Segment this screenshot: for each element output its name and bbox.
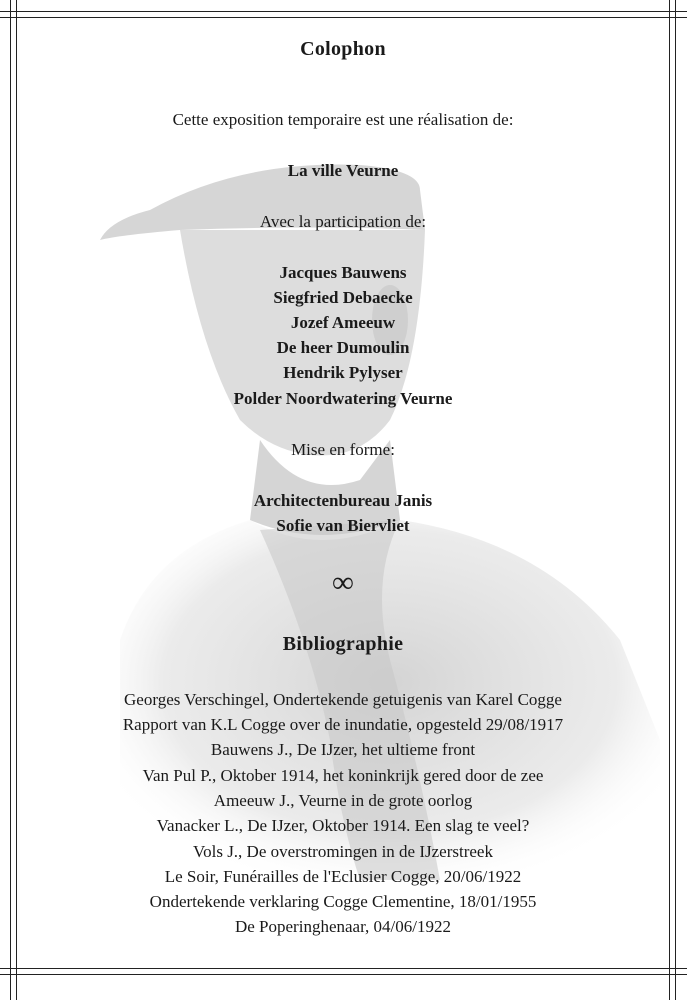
- participant-item: Hendrik Pylyser: [283, 363, 403, 382]
- participant-item: De heer Dumoulin: [276, 338, 410, 357]
- frame-bottom-outer-line: [0, 974, 687, 975]
- participation-label: Avec la participation de:: [259, 212, 427, 231]
- frame-right-inner-line: [669, 0, 670, 1000]
- colophon-intro: Cette exposition temporaire est une réalisation de:: [172, 110, 514, 129]
- participant-item: Siegfried Debaecke: [273, 288, 413, 307]
- frame-right-outer-line: [675, 0, 676, 1000]
- participant-item: Polder Noordwatering Veurne: [233, 389, 453, 408]
- bibliography-entry: Georges Verschingel, Ondertekende getuigenis van Karel Cogge: [124, 690, 562, 709]
- frame-top-inner-line: [0, 17, 687, 18]
- frame-left-outer-line: [10, 0, 11, 1000]
- bibliography-entry: Ameeuw J., Veurne in de grote oorlog: [213, 791, 473, 810]
- bibliography-entry: Le Soir, Funérailles de l'Eclusier Cogge, 20/06/1922: [164, 867, 522, 886]
- infinity-divider-icon: ∞: [332, 566, 354, 599]
- bibliography-entry: Rapport van K.L Cogge over de inundatie, opgesteld 29/08/1917: [122, 715, 564, 734]
- bibliography-entry: Vanacker L., De IJzer, Oktober 1914. Een slag te veel?: [156, 816, 530, 835]
- frame-bottom-inner-line: [0, 968, 687, 969]
- bibliography-entry: Bauwens J., De IJzer, het ultieme front: [210, 740, 476, 759]
- bibliography-entry: De Poperinghenaar, 04/06/1922: [234, 917, 452, 936]
- frame-top-outer-line: [0, 11, 687, 12]
- bibliography-entry: Vols J., De overstromingen in de IJzerstreek: [193, 842, 493, 861]
- bibliography-entry: Ondertekende verklaring Cogge Clementine, 18/01/1955: [149, 892, 537, 911]
- designer-item: Architectenbureau Janis: [253, 491, 433, 510]
- colophon-title: Colophon: [300, 38, 386, 60]
- participant-item: Jacques Bauwens: [279, 263, 407, 282]
- layout-label: Mise en forme:: [291, 440, 395, 459]
- bibliography-title: Bibliographie: [282, 633, 404, 655]
- bibliography-entry: Van Pul P., Oktober 1914, het koninkrijk gered door de zee: [142, 766, 544, 785]
- designer-item: Sofie van Biervliet: [276, 516, 410, 535]
- participant-item: Jozef Ameeuw: [290, 313, 396, 332]
- organizer-name: La ville Veurne: [287, 161, 399, 180]
